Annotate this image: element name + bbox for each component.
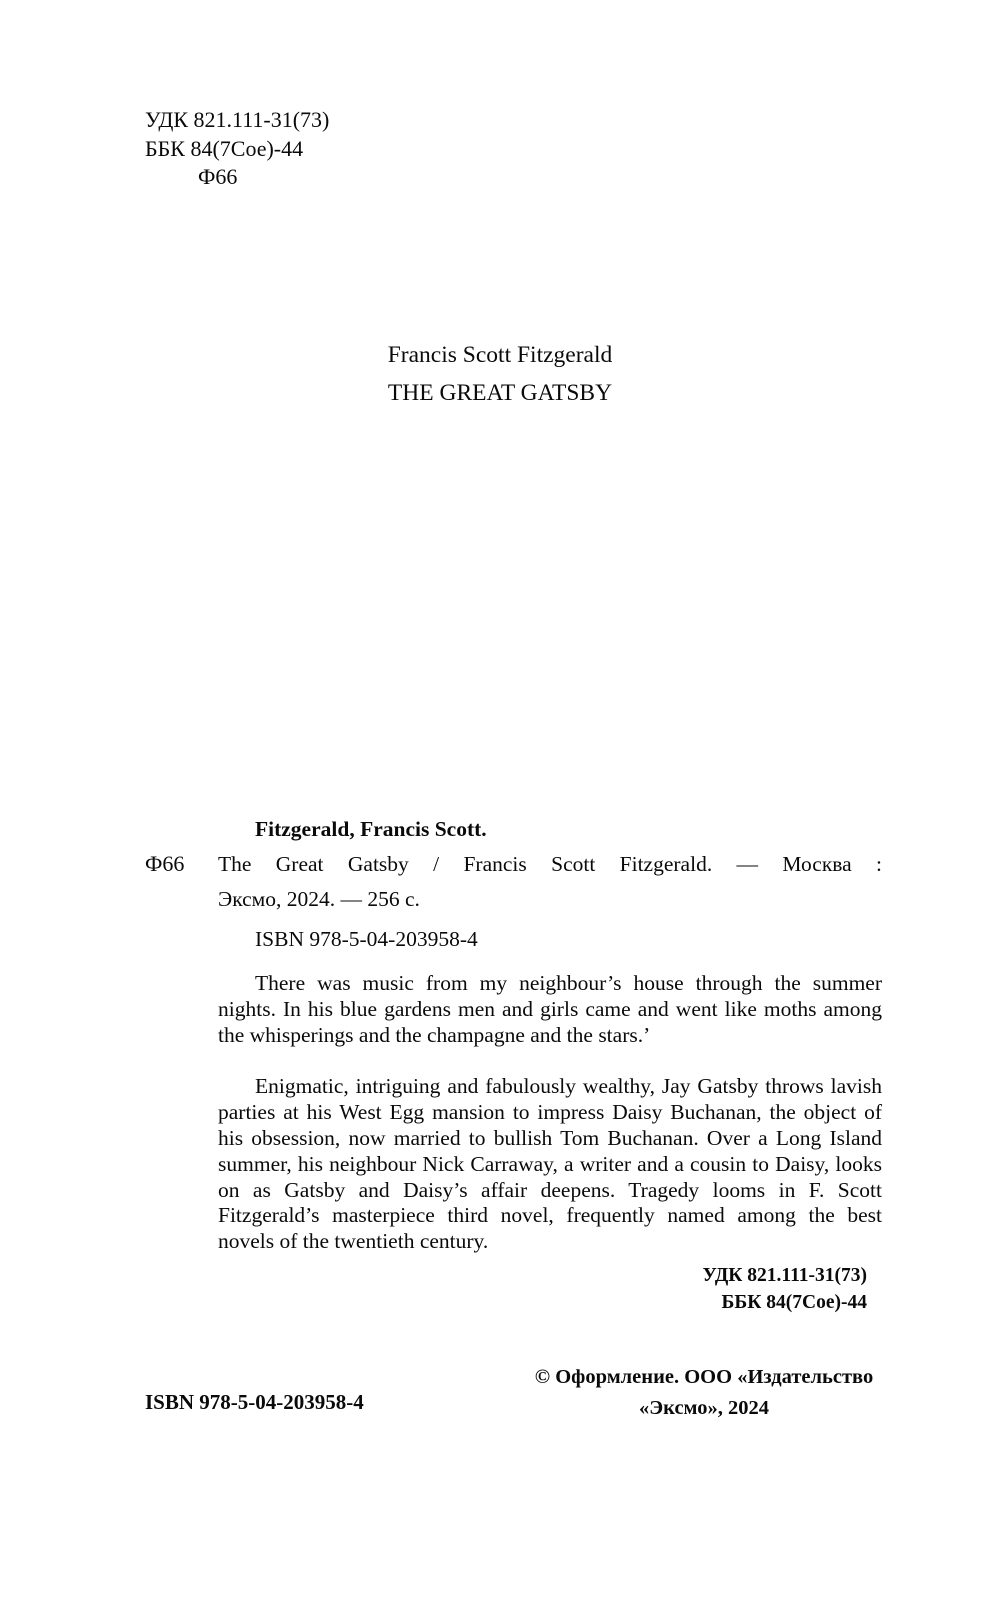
- card-isbn: ISBN 978-5-04-203958-4: [255, 927, 478, 951]
- catalog-card-body: [218, 812, 882, 1255]
- author-name: Francis Scott Fitzgerald: [387, 342, 613, 368]
- bbk-code-bold: ББК 84(7Сое)-44: [721, 1292, 867, 1313]
- author-sign-code: Ф66: [198, 164, 238, 189]
- footer-copyright-block: [521, 1362, 887, 1424]
- book-title: THE GREAT GATSBY: [387, 380, 613, 406]
- annotation-paragraph: Enigmatic, intriguing and fabulously wealthy, Jay Gatsby throws lavish parties at his West Egg mansion to impress Daisy Buchanan, the object of his obsession, now married to bullish Tom Buchanan. Over a Long Island summer, his neighbour Nick Carraway, a writer and a cousin to Daisy, looks on as Gatsby and Daisy’s affair deepens. Tragedy looms in F. Scott Fitzgerald’s masterpiece third novel, frequently named among the best novels of the twentieth century.: [218, 1074, 882, 1254]
- footer-isbn: ISBN 978-5-04-203958-4: [145, 1390, 364, 1414]
- margin-author-sign: Ф66: [145, 851, 185, 876]
- udk-code-bold: УДК 821.111-31(73): [702, 1265, 867, 1286]
- title-block: [0, 336, 1000, 412]
- copyright-line-1: © Оформление. ООО «Издательство: [534, 1366, 874, 1388]
- right-classification-block: [703, 1262, 867, 1316]
- catalog-card: [145, 812, 882, 1255]
- top-classification-block: [145, 106, 329, 192]
- copyright-line-2: «Эксмо», 2024: [639, 1397, 769, 1419]
- bibliographic-entry-line-1: The Great Gatsby / Francis Scott Fitzgerald. — Москва :: [218, 852, 882, 876]
- card-author-heading: Fitzgerald, Francis Scott.: [255, 817, 487, 841]
- bibliographic-entry-line-2: Эксмо, 2024. — 256 с.: [218, 887, 420, 911]
- book-quote-paragraph: There was music from my neighbour’s house through the summer nights. In his blue gardens men and girls came and went like moths among the whisperings and the champagne and the stars.’: [218, 971, 882, 1047]
- udk-code: УДК 821.111-31(73): [145, 107, 330, 132]
- bbk-code: ББК 84(7Сое)-44: [145, 135, 304, 161]
